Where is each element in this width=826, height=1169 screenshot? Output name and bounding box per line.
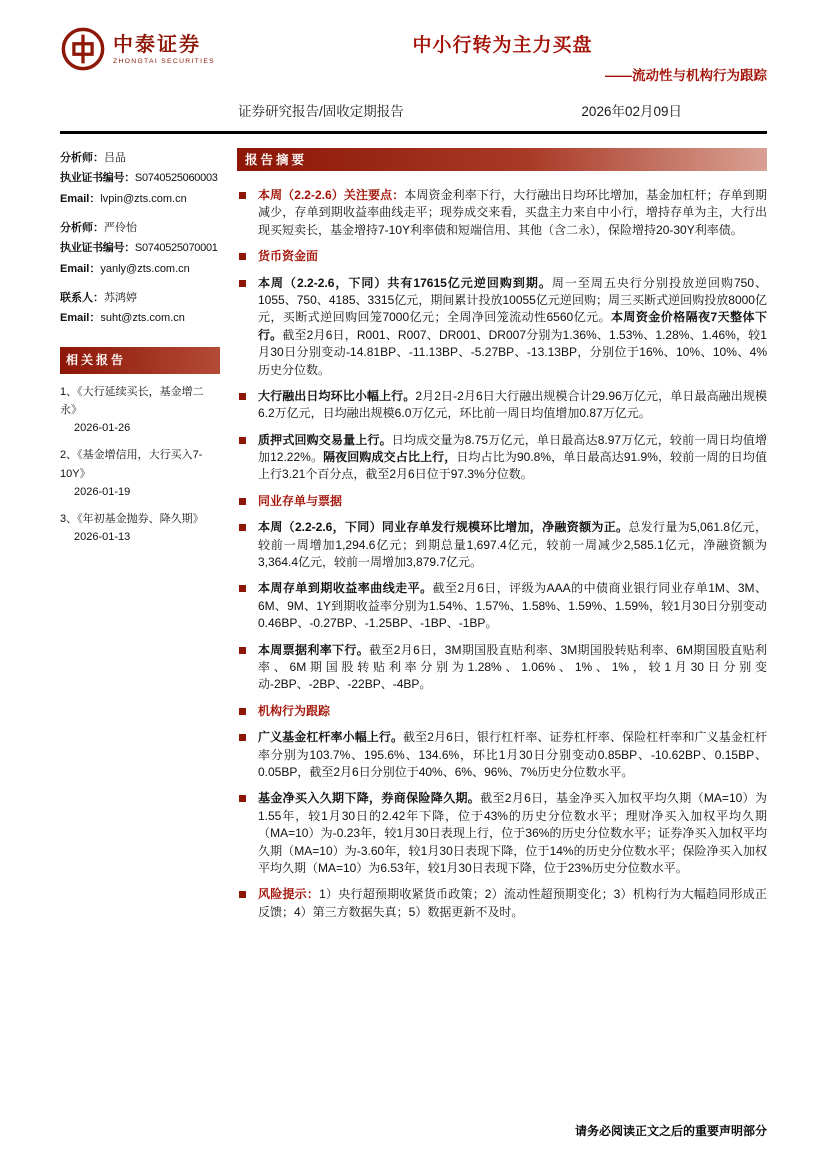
bullet-text bbox=[258, 388, 767, 423]
bullet-lead: 本周存单到期收益率曲线走平。 bbox=[258, 581, 433, 596]
bullet-body: 截至2月6日，银行杠杆率、证券杠杆率、保险杠杆率和广义基金杠杆率分别为103.7%、195.6%、134.6%，环比1月30日分别变动0.85BP、-10.62BP、0.15BP、0.05BP，截至2月6日分别位于40%、6%、96%、7%历史分位数水平。 bbox=[258, 730, 767, 779]
analyst-email: lvpin@zts.com.cn bbox=[100, 192, 187, 205]
bullet-square-icon bbox=[239, 253, 246, 260]
report-body bbox=[237, 148, 767, 930]
analyst-cert-number: S0740525060003 bbox=[134, 172, 218, 185]
bullet-text bbox=[258, 790, 767, 877]
bullet-lead: 本周资金价格隔夜7天整体下行。 bbox=[258, 310, 767, 342]
bullet-body: 1）央行超预期收紧货币政策；2）流动性超预期变化；3）机构行为大幅趋同形成正反馈；4）第三方数据失真；5）数据更新不及时。 bbox=[258, 887, 767, 919]
bullet-body: 日均成交量为8.75万亿元，单日最高达8.97万亿元，较前一周日均值增加12.22%。 bbox=[258, 432, 767, 465]
bullet-body: 2月2日-2月6日大行融出规模合计29.96万亿元，单日最高融出规模6.2万亿元，日均融出规模6.0万亿元，环比前一周日均值增加0.87万亿元。 bbox=[258, 388, 767, 421]
bullet-square-icon bbox=[239, 524, 246, 531]
analyst-email-line bbox=[60, 259, 220, 279]
header-divider bbox=[60, 131, 767, 134]
analyst-cert-number: S0740525070001 bbox=[134, 242, 218, 255]
analyst-role-label: 分析师： bbox=[60, 152, 104, 164]
brand-logo-icon bbox=[60, 26, 106, 72]
summary-bullet bbox=[237, 790, 767, 877]
bullet-square-icon bbox=[239, 795, 246, 802]
contact-role-label: 联系人： bbox=[60, 292, 104, 305]
bullet-lead: 隔夜回购成交占比上行， bbox=[323, 450, 457, 465]
analyst-cert-label: 执业证书编号： bbox=[60, 242, 135, 255]
related-reports-header: 相关报告 bbox=[60, 347, 220, 374]
bullet-text bbox=[258, 642, 767, 694]
bullet-square-icon bbox=[239, 734, 246, 741]
summary-header: 报告摘要 bbox=[237, 148, 767, 171]
section-text bbox=[258, 493, 342, 510]
summary-bullet bbox=[237, 388, 767, 423]
related-report-title: 2、《基金增信用，大行买入7-10Y》 bbox=[60, 449, 203, 480]
analyst-name: 吕品 bbox=[104, 152, 126, 164]
risk-lead: 风险提示： bbox=[258, 887, 320, 902]
report-type: 证券研究报告/固收定期报告 bbox=[238, 104, 404, 119]
report-subtitle: ——流动性与机构行为跟踪 bbox=[605, 68, 767, 83]
brand-name-en: ZHONGTAI SECURITIES bbox=[113, 58, 215, 65]
related-report-date: 2026-01-26 bbox=[74, 422, 131, 435]
analyst-email-line bbox=[60, 189, 220, 209]
bullet-lead: 本周（2.2-2.6，下同）共有17615亿元逆回购到期。 bbox=[258, 275, 552, 290]
bullet-body: 本周资金利率下行，大行融出日均环比增加，基金加杠杆；存单到期减少，存单到期收益率曲线走平；现券成交来看，买盘主力来自中小行，增持存单为主，大行出现买短卖长，基金增持7-10Y利率债和短端信用、其他（含二永），保险增持20-30Y利率债。 bbox=[258, 188, 767, 237]
bullet-text bbox=[258, 519, 767, 571]
brand-logo bbox=[60, 26, 238, 72]
bullet-body: 总发行量为5,061.8亿元，较前一周增加1,294.6亿元；到期总量1,697.4亿元，较前一周减少2,585.1亿元，净融资额为3,364.4亿元，较前一周增加3,879.7亿元。 bbox=[258, 520, 767, 570]
summary-section-header bbox=[237, 493, 767, 510]
summary-bullets bbox=[237, 187, 767, 921]
brand-logo-text bbox=[113, 33, 215, 65]
bullet-square-icon bbox=[239, 585, 246, 592]
bullet-lead: 本周（2.2-2.6，下同）同业存单发行规模环比增加，净融资额为正。 bbox=[258, 520, 629, 535]
report-date: 2026年02月09日 bbox=[581, 104, 682, 119]
section-label: 货币资金面 bbox=[258, 249, 319, 264]
footer-disclaimer: 请务必阅读正文之后的重要声明部分 bbox=[574, 1124, 767, 1138]
summary-bullet bbox=[237, 580, 767, 632]
bullet-body: 日均占比为90.8%，单日最高达91.9%，较前一周的日均值上行3.21个百分点，截至2月6日位于97.3%分位数。 bbox=[258, 450, 767, 482]
analyst-name: 严伶怡 bbox=[104, 222, 137, 235]
bullet-text bbox=[258, 432, 767, 484]
report-meta-row bbox=[238, 100, 767, 120]
analyst-cert-line bbox=[60, 238, 220, 258]
related-report-title: 3、《年初基金抛券、降久期》 bbox=[60, 512, 204, 525]
contact-block bbox=[60, 288, 220, 329]
analyst-block bbox=[60, 218, 220, 279]
content-columns bbox=[60, 148, 767, 930]
analyst-block bbox=[60, 148, 220, 209]
bullet-square-icon bbox=[239, 647, 246, 654]
section-label: 同业存单与票据 bbox=[258, 493, 343, 508]
report-header bbox=[60, 26, 767, 84]
related-report-date: 2026-01-13 bbox=[74, 530, 131, 543]
bullet-lead: 大行融出日均环比小幅上行。 bbox=[258, 388, 416, 403]
bullet-square-icon bbox=[239, 280, 246, 287]
bullet-lead: 本周票据利率下行。 bbox=[258, 642, 370, 657]
summary-bullet-risk bbox=[237, 886, 767, 921]
bullet-square-icon bbox=[239, 891, 246, 898]
bullet-lead: 质押式回购交易量上行。 bbox=[258, 432, 392, 447]
summary-bullet bbox=[237, 519, 767, 571]
bullet-body: 截至2月6日，3M期国股直贴利率、3M期国股转贴利率、6M期国股直贴利率、6M期国股转贴利率分别为1.28%、1.06%、1%、1%，较1月30日分别变动-2BP、-2BP、-22BP、-4BP。 bbox=[258, 642, 767, 692]
contact-email: suht@zts.com.cn bbox=[100, 312, 185, 325]
bullet-text bbox=[258, 886, 767, 921]
bullet-square-icon bbox=[239, 192, 246, 199]
related-report-item bbox=[60, 510, 220, 546]
summary-bullet bbox=[237, 187, 767, 239]
section-label: 机构行为跟踪 bbox=[258, 703, 331, 718]
analyst-email-label: Email： bbox=[60, 192, 101, 205]
related-report-date: 2026-01-19 bbox=[74, 485, 131, 498]
page-footer bbox=[60, 1122, 767, 1139]
brand-name-cn: 中泰证券 bbox=[113, 32, 201, 56]
bullet-body: 截至2月6日，评级为AAA的中债商业银行同业存单1M、3M、6M、9M、1Y到期收益率分别为1.54%、1.57%、1.58%、1.59%、1.59%，较1月30日分别变动0.46BP、-0.27BP、-1.25BP、-1BP、-1BP。 bbox=[258, 581, 767, 631]
summary-bullet bbox=[237, 275, 767, 379]
section-text bbox=[258, 703, 330, 720]
header-titles bbox=[238, 26, 767, 84]
analyst-role-line bbox=[60, 218, 220, 238]
summary-bullet bbox=[237, 642, 767, 694]
analyst-email: yanly@zts.com.cn bbox=[100, 262, 190, 275]
bullet-body: 截至2月6日，基金净买入加权平均久期（MA=10）为1.55年，较1月30日的2.42年下降，位于43%的历史分位数水平；理财净买入加权平均久期（MA=10）为-0.23年，较1月30日表现上行，位于36%的历史分位数水平；证券净买入加权平均久期（MA=10）为-3.60年，较1月30日表现下降，位于14%的历史分位数水平；保险净买入加权平均久期（MA=10）为6.53年，较1月30日表现下降，位于23%历史分位数水平。 bbox=[258, 791, 767, 875]
contact-role-line bbox=[60, 288, 220, 308]
bullet-square-icon bbox=[239, 393, 246, 400]
summary-bullet bbox=[237, 729, 767, 781]
bullet-text bbox=[258, 187, 767, 239]
bullet-text bbox=[258, 580, 767, 632]
contact-email-line bbox=[60, 308, 220, 328]
analyst-cert-line bbox=[60, 168, 220, 188]
bullet-body: 截至2月6日，R001、R007、DR001、DR007分别为1.36%、1.53%、1.28%、1.46%，较1月30日分别变动-14.81BP、-11.13BP、-5.27BP、-13.13BP，分别位于16%、10%、10%、4%历史分位数。 bbox=[258, 327, 767, 377]
summary-section-header bbox=[237, 248, 767, 265]
related-report-item bbox=[60, 446, 220, 500]
bullet-text bbox=[258, 275, 767, 379]
section-text bbox=[258, 248, 318, 265]
bullet-body: 周一至周五央行分别投放逆回购750、1055、750、4185、3315亿元，期间累计投放10055亿元逆回购；周三买断式逆回购投放8000亿元，买断式逆回购回笼7000亿元；全周净回笼流动性6560亿元。 bbox=[258, 275, 768, 325]
analyst-role-label: 分析师： bbox=[60, 222, 104, 235]
bullet-text bbox=[258, 729, 767, 781]
bullet-lead: 本周（2.2-2.6）关注要点： bbox=[258, 188, 405, 202]
analyst-email-label: Email： bbox=[60, 262, 101, 275]
report-title: 中小行转为主力买盘 bbox=[412, 35, 593, 56]
analyst-role-line bbox=[60, 148, 220, 168]
summary-bullet bbox=[237, 432, 767, 484]
summary-section-header bbox=[237, 703, 767, 720]
bullet-lead: 基金净买入久期下降，券商保险降久期。 bbox=[258, 791, 481, 806]
bullet-square-icon bbox=[239, 708, 246, 715]
bullet-square-icon bbox=[239, 498, 246, 505]
contact-email-label: Email： bbox=[60, 312, 101, 325]
related-report-title: 1、《大行延续买长，基金增二永》 bbox=[60, 385, 204, 417]
related-report-item bbox=[60, 383, 220, 437]
contact-name: 苏鸿婷 bbox=[104, 292, 137, 305]
analyst-cert-label: 执业证书编号： bbox=[60, 172, 135, 185]
bullet-lead: 广义基金杠杆率小幅上行。 bbox=[258, 730, 404, 745]
sidebar bbox=[60, 148, 220, 930]
bullet-square-icon bbox=[239, 437, 246, 444]
